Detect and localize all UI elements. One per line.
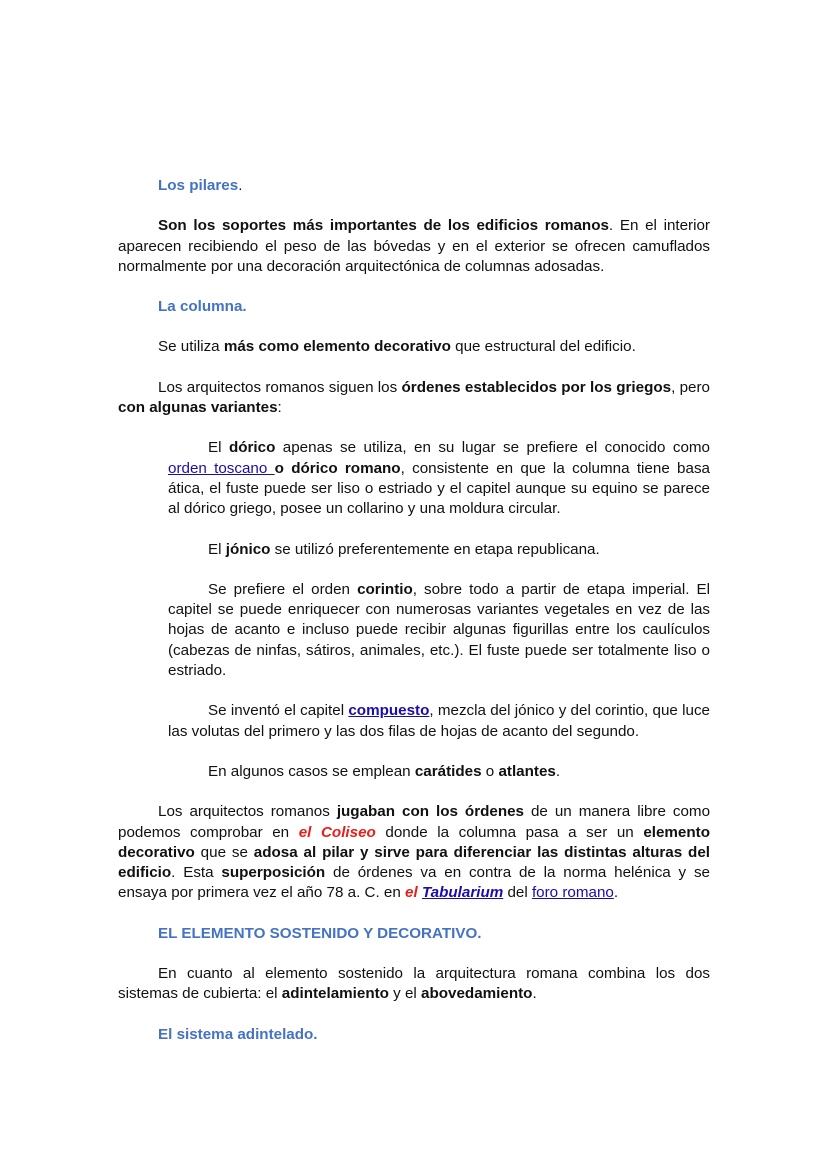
- paragraph-juego-ordenes: Los arquitectos romanos jugaban con los órdenes de un manera libre como podemos comprobar en el Coliseo donde la columna pasa a ser un elemento decorativo que se adosa al pilar y sirve para diferenciar las distintas alturas del edificio. Esta superposición de órdenes va en contra de la norma helénica y se ensaya por primera vez el año 78 a. C. en el Tabularium del foro romano.: [118, 803, 711, 902]
- heading-sistema-adintelado: El sistema adintelado.: [158, 1025, 318, 1043]
- paragraph-sistemas-cubierta: En cuanto al elemento sostenido la arquitectura romana combina los dos sistemas de cubierta: el adintelamiento y el abovedamiento.: [118, 965, 710, 1003]
- paragraph-columna-uso: Se utiliza más como elemento decorativo que estructural del edificio.: [158, 338, 636, 356]
- heading-los-pilares: Los pilares.: [158, 177, 243, 194]
- paragraph-ordenes: Los arquitectos romanos siguen los órdenes establecidos por los griegos, pero con algunas variantes:: [118, 378, 710, 417]
- link-foro-romano[interactable]: foro romano: [531, 884, 614, 902]
- paragraph-corintio: Se prefiere el orden corintio, sobre todo a partir de etapa imperial. El capitel se puede enriquecer con numerosas variantes vegetales en vez de las hojas de acanto e incluso puede recibir algunas figurillas entre los caulículos (cabezas de ninfas, sátiros, animales, etc.). El fuste puede ser totalmente liso o estriado.: [168, 580, 710, 680]
- link-orden-toscano[interactable]: orden toscano: [168, 459, 275, 477]
- paragraph-dorico: El dórico apenas se utiliza, en su lugar se prefiere el conocido como orden toscano o dórico romano, consistente en que la columna tiene basa ática, el fuste puede ser liso o estriado y el capitel aunque su equino se parece al dórico griego, posee un collarino y una moldura circular.: [168, 439, 710, 518]
- paragraph-pilares: Son los soportes más importantes de los edificios romanos. En el interior aparecen recibiendo el peso de las bóvedas y en el exterior se ofrecen camuflados normalmente por una decoración arquitectónica de columnas adosadas.: [118, 217, 710, 275]
- paragraph-caratides: En algunos casos se emplean carátides o atlantes.: [208, 762, 561, 780]
- link-compuesto[interactable]: compuesto: [348, 702, 430, 720]
- link-tabularium[interactable]: Tabularium: [421, 884, 504, 902]
- heading-la-columna: La columna.: [158, 298, 247, 316]
- heading-elemento-sostenido: EL ELEMENTO SOSTENIDO Y DECORATIVO.: [158, 924, 482, 942]
- paragraph-compuesto: Se inventó el capitel compuesto, mezcla del jónico y del corintio, que luce las volutas del primero y las dos filas de hojas de acanto del segundo.: [168, 702, 710, 740]
- document-body: [118, 176, 710, 1065]
- paragraph-jonico: El jónico se utilizó preferentemente en etapa republicana.: [208, 540, 600, 558]
